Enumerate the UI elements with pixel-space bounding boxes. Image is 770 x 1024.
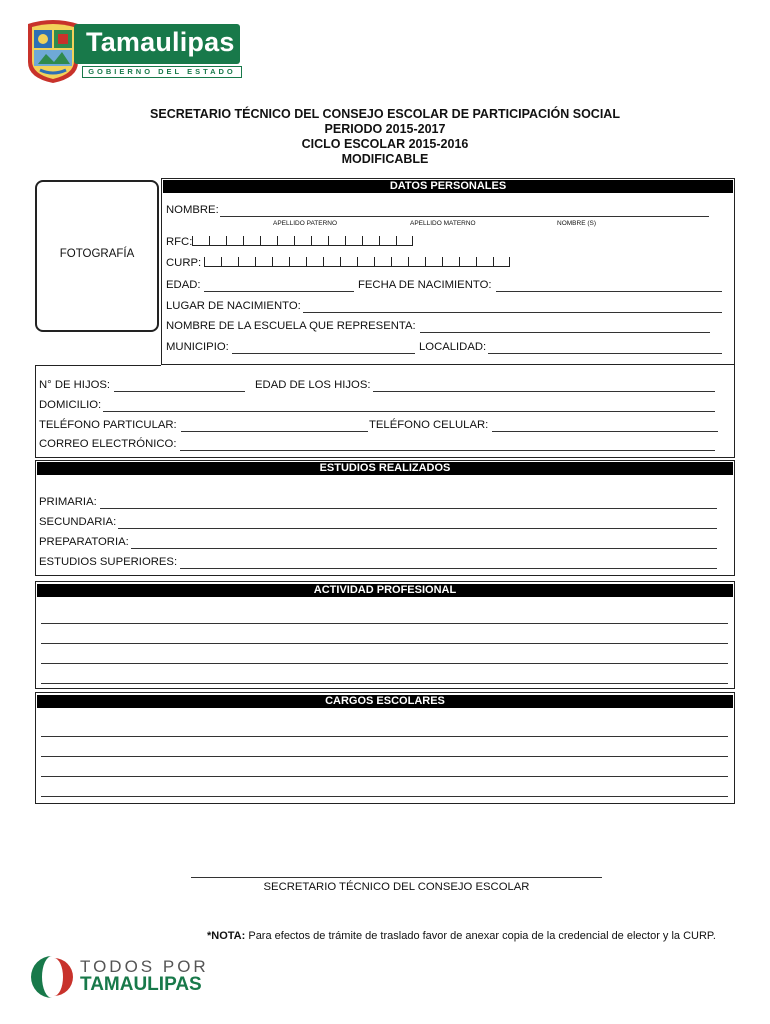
- escuela-field[interactable]: [420, 332, 710, 333]
- nota-text: [207, 930, 716, 942]
- primaria-label: PRIMARIA:: [39, 496, 97, 508]
- cargos-line[interactable]: [41, 796, 728, 797]
- edad-hijos-field[interactable]: [373, 391, 715, 392]
- rfc-label: RFC:: [166, 236, 193, 248]
- tel-celular-field[interactable]: [492, 431, 718, 432]
- nombre-label: NOMBRE:: [166, 204, 219, 216]
- curp-row: [166, 257, 510, 269]
- fecha-nacimiento-label: FECHA DE NACIMIENTO:: [358, 279, 492, 291]
- coat-of-arms-icon: [26, 18, 80, 84]
- footer-line1: TODOS POR: [80, 957, 209, 976]
- signature-label: SECRETARIO TÉCNICO DEL CONSEJO ESCOLAR: [263, 881, 530, 893]
- actividad-line[interactable]: [41, 683, 728, 684]
- escuela-label: NOMBRE DE LA ESCUELA QUE REPRESENTA:: [166, 320, 416, 332]
- curp-label: CURP:: [166, 257, 202, 269]
- localidad-label: LOCALIDAD:: [419, 341, 487, 353]
- doc-modifiable: MODIFICABLE: [341, 152, 429, 166]
- footer-line2: TAMAULIPAS: [80, 974, 202, 995]
- actividad-header: ACTIVIDAD PROFESIONAL: [37, 584, 733, 597]
- estudios-header: ESTUDIOS REALIZADOS: [37, 462, 733, 475]
- doc-title: SECRETARIO TÉCNICO DEL CONSEJO ESCOLAR DE PARTICIPACIÓN SOCIAL: [150, 107, 620, 121]
- actividad-line[interactable]: [41, 623, 728, 624]
- datos-personales-header: DATOS PERSONALES: [163, 180, 733, 193]
- superiores-label: ESTUDIOS SUPERIORES:: [39, 556, 178, 568]
- correo-field[interactable]: [180, 450, 715, 451]
- photo-label: FOTOGRAFÍA: [59, 248, 135, 260]
- apellido-materno-label: APELLIDO MATERNO: [410, 220, 476, 227]
- nombres-label: NOMBRE (S): [557, 220, 596, 227]
- logo-subtitle: GOBIERNO DEL ESTADO: [82, 66, 242, 78]
- fecha-nacimiento-field[interactable]: [496, 291, 722, 292]
- nombre-field[interactable]: [220, 216, 709, 217]
- actividad-section: [35, 581, 735, 689]
- localidad-field[interactable]: [488, 353, 722, 354]
- tel-particular-label: TELÉFONO PARTICULAR:: [39, 419, 177, 431]
- logo-name: Tamaulipas: [86, 27, 235, 57]
- lugar-nacimiento-label: LUGAR DE NACIMIENTO:: [166, 300, 301, 312]
- doc-period: PERIODO 2015-2017: [324, 122, 446, 136]
- cargos-section: [35, 692, 735, 804]
- secundaria-field[interactable]: [118, 528, 717, 529]
- datos-personales-section: [161, 178, 735, 365]
- edad-label: EDAD:: [166, 279, 201, 291]
- edad-hijos-label: EDAD DE LOS HIJOS:: [255, 379, 371, 391]
- hijos-label: N° DE HIJOS:: [39, 379, 111, 391]
- preparatoria-field[interactable]: [131, 548, 717, 549]
- tel-particular-field[interactable]: [181, 431, 368, 432]
- nota-prefix: *NOTA:: [207, 930, 246, 942]
- rfc-field[interactable]: [192, 236, 413, 248]
- doc-cycle: CICLO ESCOLAR 2015-2016: [301, 137, 469, 151]
- lugar-nacimiento-field[interactable]: [303, 312, 722, 313]
- curp-field[interactable]: [204, 257, 510, 269]
- preparatoria-label: PREPARATORIA:: [39, 536, 129, 548]
- cargos-line[interactable]: [41, 776, 728, 777]
- superiores-field[interactable]: [180, 568, 717, 569]
- signature-line[interactable]: [191, 877, 602, 878]
- todos-por-tamaulipas-icon: [30, 954, 74, 1000]
- municipio-label: MUNICIPIO:: [166, 341, 229, 353]
- rfc-row: [166, 236, 413, 248]
- cargos-header: CARGOS ESCOLARES: [37, 695, 733, 708]
- tel-celular-label: TELÉFONO CELULAR:: [369, 419, 489, 431]
- actividad-line[interactable]: [41, 643, 728, 644]
- correo-label: CORREO ELECTRÓNICO:: [39, 438, 177, 450]
- cargos-line[interactable]: [41, 756, 728, 757]
- municipio-field[interactable]: [232, 353, 415, 354]
- nota-body: Para efectos de trámite de traslado favor de anexar copia de la credencial de elector y la CURP.: [245, 930, 716, 942]
- apellido-paterno-label: APELLIDO PATERNO: [273, 220, 338, 227]
- actividad-line[interactable]: [41, 663, 728, 664]
- cargos-line[interactable]: [41, 736, 728, 737]
- primaria-field[interactable]: [100, 508, 717, 509]
- hijos-field[interactable]: [114, 391, 245, 392]
- domicilio-field[interactable]: [103, 411, 715, 412]
- edad-field[interactable]: [204, 291, 354, 292]
- domicilio-label: DOMICILIO:: [39, 399, 102, 411]
- secundaria-label: SECUNDARIA:: [39, 516, 117, 528]
